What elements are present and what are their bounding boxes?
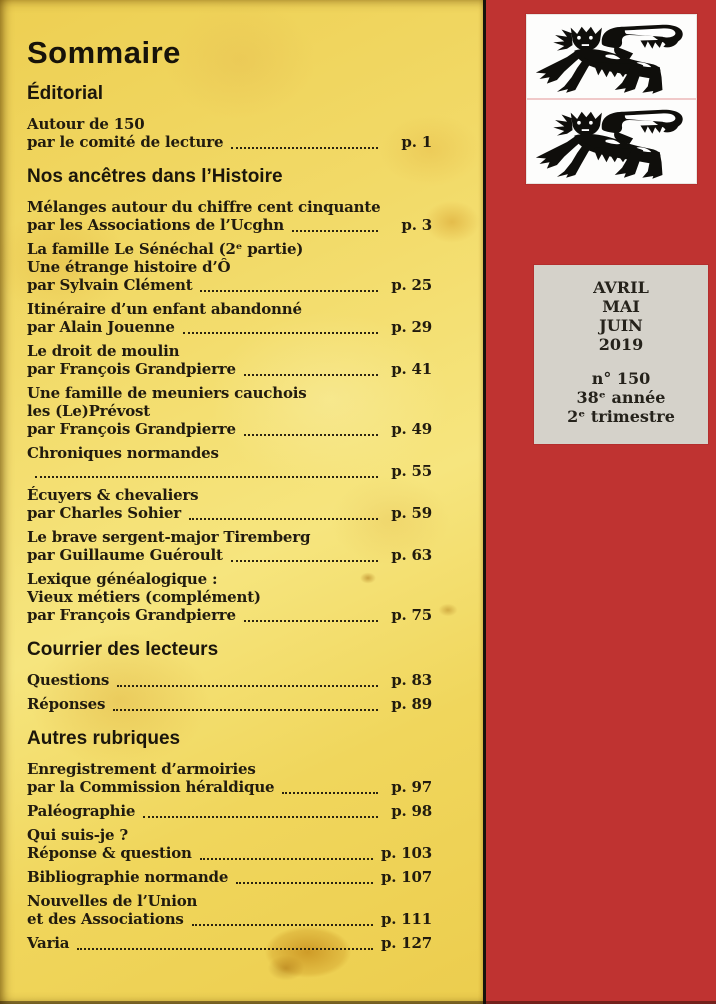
entry-title-line: Autour de 150 [27, 115, 145, 133]
page-number: p. 3 [401, 216, 432, 234]
entry-tail-text: Réponses [27, 695, 106, 713]
entry-title-line: Nouvelles de l’Union [27, 892, 198, 910]
entry-leader-row [27, 671, 432, 689]
entry-title-line: Une étrange histoire d’Ô [27, 258, 231, 276]
dotted-leader [200, 278, 378, 292]
entry-leader-row [27, 910, 432, 928]
entry-title-line: Chroniques normandes [27, 444, 219, 462]
page-number: p. 41 [391, 360, 432, 378]
entry-leader-row [27, 504, 432, 522]
issue-detail-line: 2ᵉ trimestre [567, 407, 675, 426]
entry-leader-row [27, 802, 432, 820]
page-number: p. 59 [391, 504, 432, 522]
entry-tail-text: par le comité de lecture [27, 133, 224, 151]
entry-tail-text: Questions [27, 671, 110, 689]
entry-tail-text: par François Grandpierre [27, 606, 236, 624]
toc-entry [27, 198, 432, 234]
dotted-leader [77, 936, 373, 950]
entry-leader-row [27, 934, 432, 952]
dotted-leader [282, 780, 378, 794]
entry-leader-row [27, 420, 432, 438]
entry-title-line: La famille Le Sénéchal (2ᵉ partie) [27, 240, 304, 258]
toc-entry [27, 300, 432, 336]
norman-lion-icon [527, 98, 696, 183]
issue-month-line: 2019 [598, 335, 644, 354]
issue-detail-line: 38ᵉ année [576, 388, 666, 407]
page-number: p. 103 [380, 844, 432, 862]
entry-tail-text: par François Grandpierre [27, 360, 236, 378]
page-number: p. 83 [391, 671, 432, 689]
entry-tail-text: par Charles Sohier [27, 504, 181, 522]
dotted-leader [244, 422, 378, 436]
panel-divider [483, 0, 486, 1004]
entry-title-line: Lexique généalogique : [27, 570, 218, 588]
entry-leader-row [27, 546, 432, 564]
issue-month-line: JUIN [599, 316, 643, 335]
dotted-leader [236, 870, 373, 884]
dotted-leader [35, 464, 378, 478]
entry-leader-row [27, 216, 432, 234]
page-number: p. 111 [380, 910, 432, 928]
toc-entry [27, 115, 432, 151]
toc-entry [27, 826, 432, 862]
dotted-leader [244, 362, 378, 376]
page-number: p. 25 [391, 276, 432, 294]
page-number: p. 49 [391, 420, 432, 438]
page-title: Sommaire [27, 35, 181, 70]
dotted-leader [189, 506, 378, 520]
norman-lion-icon [527, 15, 696, 98]
toc-entry [27, 868, 432, 886]
page-number: p. 97 [391, 778, 432, 796]
dotted-leader [244, 608, 378, 622]
toc-entry [27, 934, 432, 952]
cover-spine-panel [486, 0, 716, 1004]
entry-tail-text: Paléographie [27, 802, 136, 820]
dotted-leader [113, 697, 378, 711]
dotted-leader [231, 548, 378, 562]
entry-tail-text: par Alain Jouenne [27, 318, 175, 336]
section-heading: Autres rubriques [27, 728, 181, 749]
entry-tail-text: par la Commission héraldique [27, 778, 275, 796]
entry-title-line: Itinéraire d’un enfant abandonné [27, 300, 302, 318]
dotted-leader [231, 135, 378, 149]
entry-leader-row [27, 606, 432, 624]
toc-entry [27, 384, 432, 438]
entry-leader-row [27, 778, 432, 796]
entry-leader-row [27, 318, 432, 336]
page-number: p. 63 [391, 546, 432, 564]
entry-leader-row [27, 360, 432, 378]
toc-entry [27, 671, 432, 689]
entry-leader-row [27, 695, 432, 713]
toc-entry [27, 486, 432, 522]
toc-entry [27, 342, 432, 378]
section-heading: Éditorial [27, 83, 104, 104]
dotted-leader [292, 218, 378, 232]
entry-title-line: Écuyers & chevaliers [27, 486, 199, 504]
issue-gap [534, 354, 708, 369]
page-number: p. 127 [380, 934, 432, 952]
toc-entry [27, 570, 432, 624]
page-number: p. 1 [401, 133, 432, 151]
toc-entry [27, 760, 432, 796]
entry-tail-text: par François Grandpierre [27, 420, 236, 438]
entry-leader-row [27, 844, 432, 862]
toc-entry [27, 892, 432, 928]
entry-tail-text: Varia [27, 934, 70, 952]
entry-tail-text: par Sylvain Clément [27, 276, 193, 294]
toc-entry [27, 240, 432, 294]
entry-tail-text: par les Associations de l’Ucghn [27, 216, 285, 234]
entry-leader-row [27, 462, 432, 480]
toc-entry [27, 695, 432, 713]
issue-detail-line: n° 150 [591, 369, 651, 388]
entry-leader-row [27, 868, 432, 886]
entry-title-line: Le brave sergent-major Tiremberg [27, 528, 311, 546]
entry-title-line: Une famille de meuniers cauchois [27, 384, 307, 402]
entry-title-line: Mélanges autour du chiffre cent cinquante [27, 198, 381, 216]
entry-title-line: les (Le)Prévost [27, 402, 151, 420]
entry-title-line: Qui suis-je ? [27, 826, 128, 844]
dotted-leader [192, 912, 373, 926]
page-number: p. 107 [380, 868, 432, 886]
entry-tail-text: Réponse & question [27, 844, 192, 862]
toc [27, 83, 432, 952]
entry-leader-row [27, 276, 432, 294]
page-number: p. 29 [391, 318, 432, 336]
issue-info-box [534, 265, 708, 444]
page-number: p. 98 [391, 802, 432, 820]
dotted-leader [143, 804, 378, 818]
page-number: p. 55 [391, 462, 432, 480]
entry-title-line: Le droit de moulin [27, 342, 180, 360]
dotted-leader [183, 320, 378, 334]
dotted-leader [117, 673, 378, 687]
issue-month-line: AVRIL [593, 278, 649, 297]
norman-lions-plate [526, 14, 697, 184]
dotted-leader [200, 846, 373, 860]
section-heading: Courrier des lecteurs [27, 639, 219, 660]
entry-tail-text: et des Associations [27, 910, 184, 928]
page-number: p. 89 [391, 695, 432, 713]
toc-entry [27, 444, 432, 480]
entry-title-line: Vieux métiers (complément) [27, 588, 261, 606]
entry-tail-text: par Guillaume Guéroult [27, 546, 223, 564]
section-heading: Nos ancêtres dans l’Histoire [27, 166, 283, 187]
toc-entry [27, 528, 432, 564]
entry-leader-row [27, 133, 432, 151]
entry-title-line: Enregistrement d’armoiries [27, 760, 256, 778]
toc-entry [27, 802, 432, 820]
issue-month-line: MAI [602, 297, 640, 316]
page-number: p. 75 [391, 606, 432, 624]
entry-tail-text: Bibliographie normande [27, 868, 229, 886]
